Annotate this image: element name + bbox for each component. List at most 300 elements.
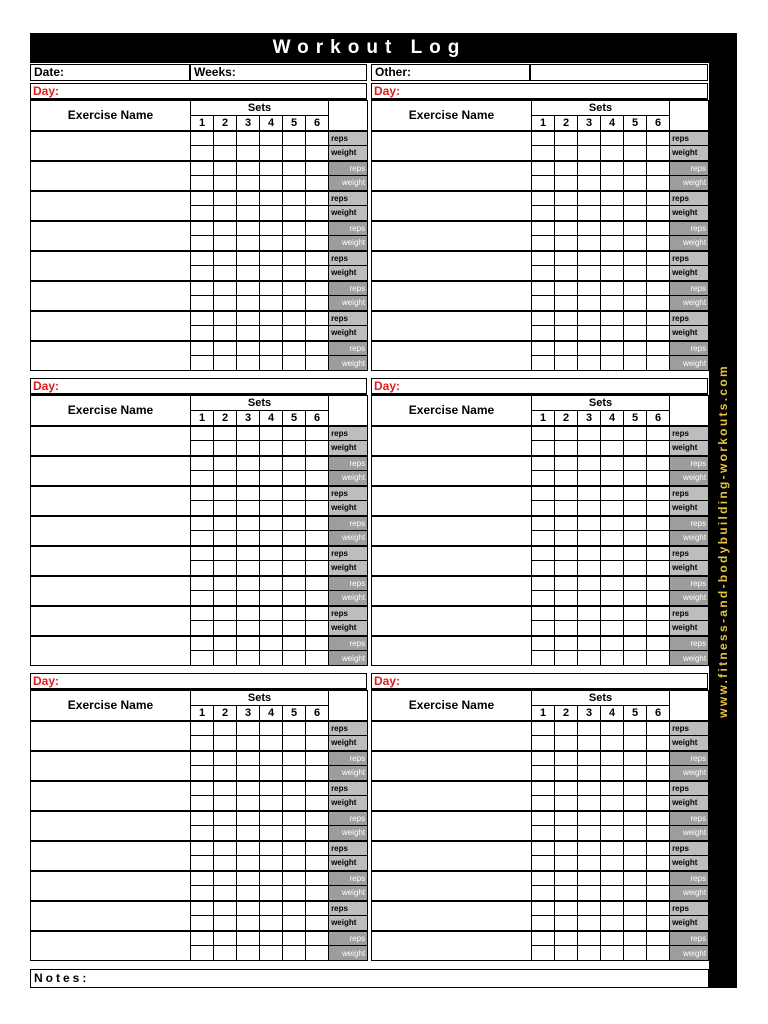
- weight-cell[interactable]: [283, 591, 306, 606]
- weight-cell[interactable]: [555, 206, 578, 221]
- other-field[interactable]: Other:: [371, 64, 530, 81]
- weight-cell[interactable]: [306, 236, 329, 251]
- weight-cell[interactable]: [624, 296, 647, 311]
- exercise-name-input[interactable]: [31, 721, 191, 751]
- exercise-name-input[interactable]: [372, 636, 532, 666]
- other-value-field[interactable]: [530, 64, 708, 81]
- weight-cell[interactable]: [191, 176, 214, 191]
- reps-cell[interactable]: [578, 931, 601, 946]
- weight-cell[interactable]: [601, 766, 624, 781]
- weight-cell[interactable]: [601, 176, 624, 191]
- weight-cell[interactable]: [260, 916, 283, 931]
- weight-cell[interactable]: [647, 146, 670, 161]
- reps-cell[interactable]: [578, 221, 601, 236]
- weight-cell[interactable]: [283, 621, 306, 636]
- weight-cell[interactable]: [306, 356, 329, 371]
- weight-cell[interactable]: [283, 206, 306, 221]
- weight-cell[interactable]: [237, 296, 260, 311]
- reps-cell[interactable]: [191, 486, 214, 501]
- weight-cell[interactable]: [214, 326, 237, 341]
- weight-cell[interactable]: [647, 826, 670, 841]
- reps-cell[interactable]: [237, 636, 260, 651]
- reps-cell[interactable]: [306, 841, 329, 856]
- weight-cell[interactable]: [214, 561, 237, 576]
- exercise-name-input[interactable]: [31, 576, 191, 606]
- reps-cell[interactable]: [624, 721, 647, 736]
- reps-cell[interactable]: [601, 781, 624, 796]
- weight-cell[interactable]: [624, 471, 647, 486]
- reps-cell[interactable]: [260, 516, 283, 531]
- reps-cell[interactable]: [624, 486, 647, 501]
- weight-cell[interactable]: [578, 561, 601, 576]
- reps-cell[interactable]: [237, 751, 260, 766]
- weight-cell[interactable]: [578, 946, 601, 961]
- reps-cell[interactable]: [532, 931, 555, 946]
- reps-cell[interactable]: [306, 221, 329, 236]
- weight-cell[interactable]: [578, 826, 601, 841]
- reps-cell[interactable]: [647, 456, 670, 471]
- reps-cell[interactable]: [191, 131, 214, 146]
- reps-cell[interactable]: [260, 576, 283, 591]
- weight-cell[interactable]: [624, 651, 647, 666]
- weight-cell[interactable]: [260, 356, 283, 371]
- weight-cell[interactable]: [260, 176, 283, 191]
- weight-cell[interactable]: [260, 501, 283, 516]
- weight-cell[interactable]: [578, 736, 601, 751]
- weight-cell[interactable]: [237, 591, 260, 606]
- weight-cell[interactable]: [578, 326, 601, 341]
- reps-cell[interactable]: [214, 606, 237, 621]
- exercise-name-input[interactable]: [31, 131, 191, 161]
- reps-cell[interactable]: [624, 191, 647, 206]
- reps-cell[interactable]: [578, 841, 601, 856]
- weight-cell[interactable]: [306, 441, 329, 456]
- reps-cell[interactable]: [647, 311, 670, 326]
- weight-cell[interactable]: [647, 501, 670, 516]
- weight-cell[interactable]: [624, 236, 647, 251]
- weight-cell[interactable]: [214, 266, 237, 281]
- weight-cell[interactable]: [306, 826, 329, 841]
- weight-cell[interactable]: [532, 886, 555, 901]
- reps-cell[interactable]: [191, 721, 214, 736]
- reps-cell[interactable]: [260, 221, 283, 236]
- exercise-name-input[interactable]: [372, 606, 532, 636]
- weight-cell[interactable]: [555, 736, 578, 751]
- reps-cell[interactable]: [647, 751, 670, 766]
- reps-cell[interactable]: [191, 516, 214, 531]
- reps-cell[interactable]: [601, 751, 624, 766]
- reps-cell[interactable]: [191, 191, 214, 206]
- weight-cell[interactable]: [647, 591, 670, 606]
- weight-cell[interactable]: [578, 886, 601, 901]
- reps-cell[interactable]: [601, 636, 624, 651]
- reps-cell[interactable]: [624, 606, 647, 621]
- reps-cell[interactable]: [578, 341, 601, 356]
- weight-cell[interactable]: [578, 236, 601, 251]
- reps-cell[interactable]: [283, 606, 306, 621]
- reps-cell[interactable]: [283, 486, 306, 501]
- weight-cell[interactable]: [283, 796, 306, 811]
- weight-cell[interactable]: [578, 621, 601, 636]
- reps-cell[interactable]: [283, 721, 306, 736]
- reps-cell[interactable]: [214, 251, 237, 266]
- exercise-name-input[interactable]: [372, 576, 532, 606]
- weight-cell[interactable]: [237, 146, 260, 161]
- reps-cell[interactable]: [191, 546, 214, 561]
- reps-cell[interactable]: [283, 811, 306, 826]
- weight-cell[interactable]: [306, 531, 329, 546]
- reps-cell[interactable]: [283, 576, 306, 591]
- reps-cell[interactable]: [306, 721, 329, 736]
- reps-cell[interactable]: [214, 341, 237, 356]
- weight-cell[interactable]: [283, 561, 306, 576]
- weight-cell[interactable]: [283, 651, 306, 666]
- weight-cell[interactable]: [237, 501, 260, 516]
- reps-cell[interactable]: [647, 606, 670, 621]
- exercise-name-input[interactable]: [31, 311, 191, 341]
- reps-cell[interactable]: [191, 781, 214, 796]
- weight-cell[interactable]: [532, 296, 555, 311]
- reps-cell[interactable]: [191, 311, 214, 326]
- reps-cell[interactable]: [237, 931, 260, 946]
- weight-cell[interactable]: [555, 766, 578, 781]
- weight-cell[interactable]: [601, 236, 624, 251]
- reps-cell[interactable]: [283, 131, 306, 146]
- weight-cell[interactable]: [283, 441, 306, 456]
- reps-cell[interactable]: [555, 751, 578, 766]
- weight-cell[interactable]: [283, 296, 306, 311]
- weight-cell[interactable]: [237, 356, 260, 371]
- reps-cell[interactable]: [624, 901, 647, 916]
- reps-cell[interactable]: [624, 311, 647, 326]
- reps-cell[interactable]: [283, 871, 306, 886]
- weight-cell[interactable]: [555, 501, 578, 516]
- reps-cell[interactable]: [283, 221, 306, 236]
- reps-cell[interactable]: [283, 191, 306, 206]
- weight-cell[interactable]: [624, 916, 647, 931]
- reps-cell[interactable]: [237, 341, 260, 356]
- exercise-name-input[interactable]: [372, 251, 532, 281]
- weight-cell[interactable]: [647, 886, 670, 901]
- reps-cell[interactable]: [601, 221, 624, 236]
- reps-cell[interactable]: [624, 546, 647, 561]
- reps-cell[interactable]: [555, 341, 578, 356]
- weight-cell[interactable]: [214, 176, 237, 191]
- weight-cell[interactable]: [191, 236, 214, 251]
- reps-cell[interactable]: [647, 251, 670, 266]
- reps-cell[interactable]: [237, 456, 260, 471]
- weight-cell[interactable]: [237, 916, 260, 931]
- weight-cell[interactable]: [260, 856, 283, 871]
- reps-cell[interactable]: [532, 486, 555, 501]
- weight-cell[interactable]: [601, 146, 624, 161]
- reps-cell[interactable]: [306, 931, 329, 946]
- weight-cell[interactable]: [191, 796, 214, 811]
- weight-cell[interactable]: [532, 146, 555, 161]
- reps-cell[interactable]: [306, 516, 329, 531]
- weight-cell[interactable]: [306, 856, 329, 871]
- weight-cell[interactable]: [601, 621, 624, 636]
- reps-cell[interactable]: [283, 751, 306, 766]
- weight-cell[interactable]: [237, 531, 260, 546]
- weight-cell[interactable]: [532, 471, 555, 486]
- weight-cell[interactable]: [624, 591, 647, 606]
- weight-cell[interactable]: [532, 176, 555, 191]
- reps-cell[interactable]: [601, 426, 624, 441]
- weight-cell[interactable]: [237, 236, 260, 251]
- reps-cell[interactable]: [306, 576, 329, 591]
- reps-cell[interactable]: [555, 811, 578, 826]
- reps-cell[interactable]: [260, 341, 283, 356]
- weight-cell[interactable]: [555, 856, 578, 871]
- notes-field[interactable]: Notes:: [30, 969, 709, 988]
- exercise-name-input[interactable]: [372, 516, 532, 546]
- exercise-name-input[interactable]: [372, 871, 532, 901]
- weight-cell[interactable]: [191, 441, 214, 456]
- exercise-name-input[interactable]: [31, 456, 191, 486]
- weight-cell[interactable]: [191, 296, 214, 311]
- weight-cell[interactable]: [283, 916, 306, 931]
- weight-cell[interactable]: [214, 296, 237, 311]
- weight-cell[interactable]: [214, 356, 237, 371]
- reps-cell[interactable]: [260, 191, 283, 206]
- day-label[interactable]: Day:: [371, 673, 708, 690]
- weight-cell[interactable]: [532, 326, 555, 341]
- reps-cell[interactable]: [306, 251, 329, 266]
- weight-cell[interactable]: [260, 236, 283, 251]
- weight-cell[interactable]: [260, 591, 283, 606]
- weight-cell[interactable]: [601, 206, 624, 221]
- weight-cell[interactable]: [647, 561, 670, 576]
- reps-cell[interactable]: [237, 251, 260, 266]
- weight-cell[interactable]: [578, 796, 601, 811]
- weight-cell[interactable]: [237, 796, 260, 811]
- weight-cell[interactable]: [237, 441, 260, 456]
- exercise-name-input[interactable]: [31, 901, 191, 931]
- reps-cell[interactable]: [214, 871, 237, 886]
- weight-cell[interactable]: [647, 326, 670, 341]
- reps-cell[interactable]: [260, 281, 283, 296]
- weight-cell[interactable]: [260, 531, 283, 546]
- weight-cell[interactable]: [237, 736, 260, 751]
- reps-cell[interactable]: [532, 251, 555, 266]
- weight-cell[interactable]: [624, 766, 647, 781]
- weight-cell[interactable]: [191, 946, 214, 961]
- weight-cell[interactable]: [601, 856, 624, 871]
- reps-cell[interactable]: [624, 931, 647, 946]
- reps-cell[interactable]: [237, 191, 260, 206]
- weight-cell[interactable]: [532, 561, 555, 576]
- exercise-name-input[interactable]: [31, 751, 191, 781]
- weight-cell[interactable]: [647, 206, 670, 221]
- reps-cell[interactable]: [647, 486, 670, 501]
- reps-cell[interactable]: [283, 341, 306, 356]
- weight-cell[interactable]: [555, 591, 578, 606]
- weight-cell[interactable]: [578, 266, 601, 281]
- weight-cell[interactable]: [191, 856, 214, 871]
- weight-cell[interactable]: [578, 441, 601, 456]
- reps-cell[interactable]: [306, 781, 329, 796]
- reps-cell[interactable]: [578, 781, 601, 796]
- reps-cell[interactable]: [191, 901, 214, 916]
- weight-cell[interactable]: [214, 501, 237, 516]
- reps-cell[interactable]: [647, 636, 670, 651]
- reps-cell[interactable]: [532, 426, 555, 441]
- reps-cell[interactable]: [624, 456, 647, 471]
- reps-cell[interactable]: [647, 871, 670, 886]
- weight-cell[interactable]: [306, 651, 329, 666]
- reps-cell[interactable]: [214, 811, 237, 826]
- reps-cell[interactable]: [237, 901, 260, 916]
- reps-cell[interactable]: [306, 901, 329, 916]
- weight-cell[interactable]: [237, 326, 260, 341]
- reps-cell[interactable]: [555, 901, 578, 916]
- reps-cell[interactable]: [191, 341, 214, 356]
- reps-cell[interactable]: [601, 576, 624, 591]
- weight-cell[interactable]: [306, 326, 329, 341]
- weight-cell[interactable]: [191, 591, 214, 606]
- reps-cell[interactable]: [532, 721, 555, 736]
- reps-cell[interactable]: [532, 576, 555, 591]
- exercise-name-input[interactable]: [31, 516, 191, 546]
- weight-cell[interactable]: [601, 796, 624, 811]
- day-label[interactable]: Day:: [30, 83, 367, 100]
- exercise-name-input[interactable]: [31, 606, 191, 636]
- reps-cell[interactable]: [578, 721, 601, 736]
- reps-cell[interactable]: [601, 131, 624, 146]
- weight-cell[interactable]: [260, 471, 283, 486]
- exercise-name-input[interactable]: [372, 426, 532, 456]
- reps-cell[interactable]: [555, 606, 578, 621]
- reps-cell[interactable]: [260, 871, 283, 886]
- weight-cell[interactable]: [555, 176, 578, 191]
- reps-cell[interactable]: [214, 636, 237, 651]
- weight-cell[interactable]: [624, 946, 647, 961]
- weight-cell[interactable]: [555, 441, 578, 456]
- reps-cell[interactable]: [532, 781, 555, 796]
- weight-cell[interactable]: [532, 916, 555, 931]
- weight-cell[interactable]: [237, 766, 260, 781]
- weight-cell[interactable]: [191, 266, 214, 281]
- weight-cell[interactable]: [555, 916, 578, 931]
- reps-cell[interactable]: [306, 606, 329, 621]
- exercise-name-input[interactable]: [372, 721, 532, 751]
- weight-cell[interactable]: [532, 856, 555, 871]
- weight-cell[interactable]: [214, 826, 237, 841]
- reps-cell[interactable]: [647, 901, 670, 916]
- reps-cell[interactable]: [601, 721, 624, 736]
- reps-cell[interactable]: [601, 811, 624, 826]
- reps-cell[interactable]: [578, 576, 601, 591]
- weight-cell[interactable]: [306, 916, 329, 931]
- weight-cell[interactable]: [306, 146, 329, 161]
- weight-cell[interactable]: [555, 826, 578, 841]
- reps-cell[interactable]: [214, 486, 237, 501]
- reps-cell[interactable]: [624, 341, 647, 356]
- reps-cell[interactable]: [578, 426, 601, 441]
- reps-cell[interactable]: [214, 781, 237, 796]
- weight-cell[interactable]: [283, 236, 306, 251]
- reps-cell[interactable]: [306, 161, 329, 176]
- reps-cell[interactable]: [578, 606, 601, 621]
- reps-cell[interactable]: [237, 606, 260, 621]
- weight-cell[interactable]: [601, 916, 624, 931]
- weight-cell[interactable]: [283, 471, 306, 486]
- reps-cell[interactable]: [306, 486, 329, 501]
- reps-cell[interactable]: [624, 131, 647, 146]
- reps-cell[interactable]: [555, 516, 578, 531]
- exercise-name-input[interactable]: [31, 281, 191, 311]
- weight-cell[interactable]: [260, 561, 283, 576]
- weight-cell[interactable]: [647, 796, 670, 811]
- weight-cell[interactable]: [237, 266, 260, 281]
- reps-cell[interactable]: [306, 311, 329, 326]
- weight-cell[interactable]: [624, 206, 647, 221]
- weight-cell[interactable]: [260, 736, 283, 751]
- weight-cell[interactable]: [191, 531, 214, 546]
- reps-cell[interactable]: [191, 751, 214, 766]
- reps-cell[interactable]: [578, 516, 601, 531]
- reps-cell[interactable]: [601, 251, 624, 266]
- reps-cell[interactable]: [532, 161, 555, 176]
- weight-cell[interactable]: [283, 886, 306, 901]
- weight-cell[interactable]: [624, 176, 647, 191]
- reps-cell[interactable]: [578, 251, 601, 266]
- reps-cell[interactable]: [624, 576, 647, 591]
- reps-cell[interactable]: [214, 516, 237, 531]
- weight-cell[interactable]: [532, 266, 555, 281]
- weight-cell[interactable]: [283, 176, 306, 191]
- weight-cell[interactable]: [647, 856, 670, 871]
- reps-cell[interactable]: [578, 191, 601, 206]
- reps-cell[interactable]: [532, 901, 555, 916]
- reps-cell[interactable]: [647, 161, 670, 176]
- weight-cell[interactable]: [260, 326, 283, 341]
- weight-cell[interactable]: [191, 146, 214, 161]
- reps-cell[interactable]: [647, 221, 670, 236]
- weight-cell[interactable]: [283, 766, 306, 781]
- reps-cell[interactable]: [555, 486, 578, 501]
- reps-cell[interactable]: [260, 721, 283, 736]
- exercise-name-input[interactable]: [31, 161, 191, 191]
- reps-cell[interactable]: [647, 721, 670, 736]
- weight-cell[interactable]: [624, 441, 647, 456]
- reps-cell[interactable]: [624, 811, 647, 826]
- reps-cell[interactable]: [283, 251, 306, 266]
- reps-cell[interactable]: [532, 516, 555, 531]
- reps-cell[interactable]: [237, 426, 260, 441]
- reps-cell[interactable]: [601, 486, 624, 501]
- reps-cell[interactable]: [532, 341, 555, 356]
- weight-cell[interactable]: [532, 651, 555, 666]
- reps-cell[interactable]: [237, 811, 260, 826]
- reps-cell[interactable]: [191, 871, 214, 886]
- day-label[interactable]: Day:: [371, 83, 708, 100]
- weight-cell[interactable]: [260, 146, 283, 161]
- weight-cell[interactable]: [283, 531, 306, 546]
- weight-cell[interactable]: [647, 946, 670, 961]
- exercise-name-input[interactable]: [372, 311, 532, 341]
- day-label[interactable]: Day:: [30, 673, 367, 690]
- reps-cell[interactable]: [624, 281, 647, 296]
- weight-cell[interactable]: [647, 766, 670, 781]
- reps-cell[interactable]: [555, 841, 578, 856]
- weight-cell[interactable]: [578, 916, 601, 931]
- reps-cell[interactable]: [532, 311, 555, 326]
- reps-cell[interactable]: [283, 516, 306, 531]
- reps-cell[interactable]: [601, 841, 624, 856]
- weight-cell[interactable]: [601, 501, 624, 516]
